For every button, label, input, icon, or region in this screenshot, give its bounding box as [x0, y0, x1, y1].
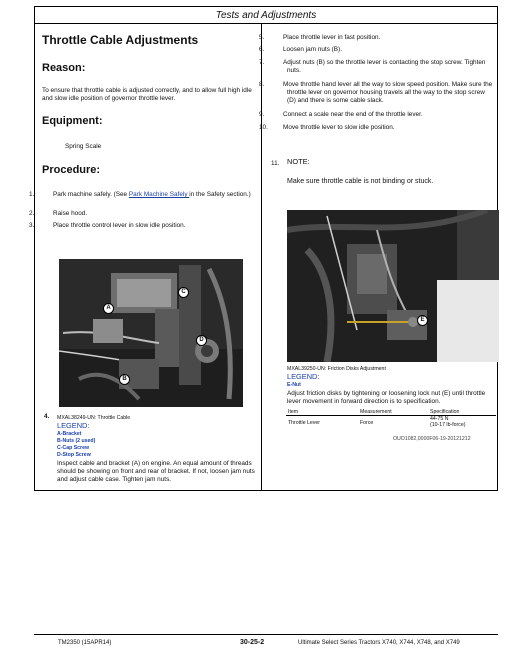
friction-disks-photo [287, 210, 499, 362]
step-4-text: Inspect cable and bracket (A) on engine. An equal amount of threads should be showing on front and rear of bracket. If not, loosen jam nuts and adjust cable case. Tighten jam nuts. [57, 460, 255, 483]
step-number: 8. [259, 81, 265, 88]
callout-c: C [178, 287, 189, 298]
engine-photo-illustration [59, 259, 243, 407]
step-8 [259, 81, 493, 105]
step-text: Place throttle control lever in slow idle position. [53, 222, 186, 229]
step-2 [29, 210, 261, 218]
table-row [286, 416, 496, 429]
equipment-item: Spring Scale [65, 143, 102, 150]
callout-a: A [103, 303, 114, 314]
section-header: Tests and Adjustments [215, 10, 317, 21]
step-text: Place throttle lever in fast position. [283, 34, 381, 41]
footer-product-name: Ultimate Select Series Tractors X740, X744, X748, and X749 [298, 640, 460, 646]
callout-b: B [119, 374, 130, 385]
legend-item: B-Nuts (2 used) [57, 438, 96, 444]
table-cell: Force [360, 420, 374, 426]
spec-value-alt: (10-17 lb-force) [430, 422, 466, 428]
table-header-cell: Item [286, 409, 358, 416]
document-reference: OUO1082,0000F06-19-20121212 [393, 436, 471, 442]
tractor-photo-illustration [287, 210, 499, 362]
step-6 [259, 46, 493, 54]
step-5 [259, 34, 493, 42]
step-number: 6. [259, 46, 265, 53]
step-9 [259, 111, 493, 119]
legend-item: C-Cap Screw [57, 445, 89, 451]
step-11-number: 11. [271, 160, 280, 167]
step-number: 7. [259, 59, 265, 66]
step-number: 1. [29, 191, 35, 198]
step-number: 10. [259, 124, 268, 131]
step-text: Raise hood. [53, 210, 88, 217]
legend-item: E-Nut [287, 382, 301, 388]
table-header-cell: Measurement [358, 409, 428, 416]
callout-d: D [196, 335, 207, 346]
step-number: 5. [259, 34, 265, 41]
figure-caption: MXAL38249-UN: Throttle Cable [57, 415, 131, 421]
note-label: NOTE: [287, 157, 310, 166]
reason-heading: Reason: [42, 62, 86, 74]
step-text: in the Safety section.) [189, 191, 251, 198]
adjust-friction-text: Adjust friction disks by tightening or loosening lock nut (E) until throttle lever movement in forward direction is to specification. [287, 390, 486, 405]
step-number: 9. [259, 111, 265, 118]
step-text: Move throttle lever to slow idle position. [283, 124, 395, 131]
column-divider [261, 24, 262, 490]
footer-manual-id: TM2350 (15APR14) [58, 640, 112, 646]
step-text: Loosen jam nuts (B). [283, 46, 342, 53]
step-4-number: 4. [44, 413, 50, 420]
specification-table [286, 409, 496, 428]
header-divider [35, 23, 497, 24]
equipment-heading: Equipment: [42, 115, 103, 127]
step-number: 3. [29, 222, 35, 229]
step-1 [29, 191, 261, 199]
step-10 [259, 124, 493, 132]
figure-caption: MXAL39250-UN: Friction Disks Adjustment [287, 366, 386, 372]
page-frame [29, 6, 498, 491]
reason-text: To ensure that throttle cable is adjusted correctly, and to allow full high idle and slow idle position of governor throttle lever. [42, 87, 252, 102]
step-text: Connect a scale near the end of the throttle lever. [283, 111, 423, 118]
table-cell [428, 416, 496, 429]
step-text: Adjust nuts (B) so the throttle lever is contacting the stop screw. Tighten nuts. [283, 59, 486, 74]
step-number: 2. [29, 210, 35, 217]
step-7 [259, 59, 493, 75]
callout-e: E [417, 315, 428, 326]
procedure-heading: Procedure: [42, 164, 101, 176]
step-text: Park machine safely. (See [53, 191, 129, 198]
note-text: Make sure throttle cable is not binding or stuck. [287, 178, 434, 185]
step-3 [29, 222, 261, 230]
legend-item: A-Bracket [57, 431, 82, 437]
page-title: Throttle Cable Adjustments [42, 33, 199, 47]
footer-page-number: 30-25-2 [240, 639, 265, 646]
step-text: Move throttle hand lever all the way to slow speed position. Make sure the throttle lever on governor housing travels all the way to the stop screw (D) and there is some cable slack. [283, 81, 493, 104]
spec-value: 44-75 N [430, 416, 449, 422]
table-header-cell: Specification [428, 409, 496, 416]
park-machine-safely-link[interactable]: Park Machine Safely [128, 191, 190, 198]
legend-title: LEGEND: [287, 372, 320, 381]
table-cell: Throttle Lever [288, 420, 321, 426]
footer-divider [34, 634, 498, 635]
legend-title: LEGEND: [57, 421, 90, 430]
legend-item: D-Stop Screw [57, 452, 91, 458]
throttle-cable-photo [59, 259, 243, 407]
